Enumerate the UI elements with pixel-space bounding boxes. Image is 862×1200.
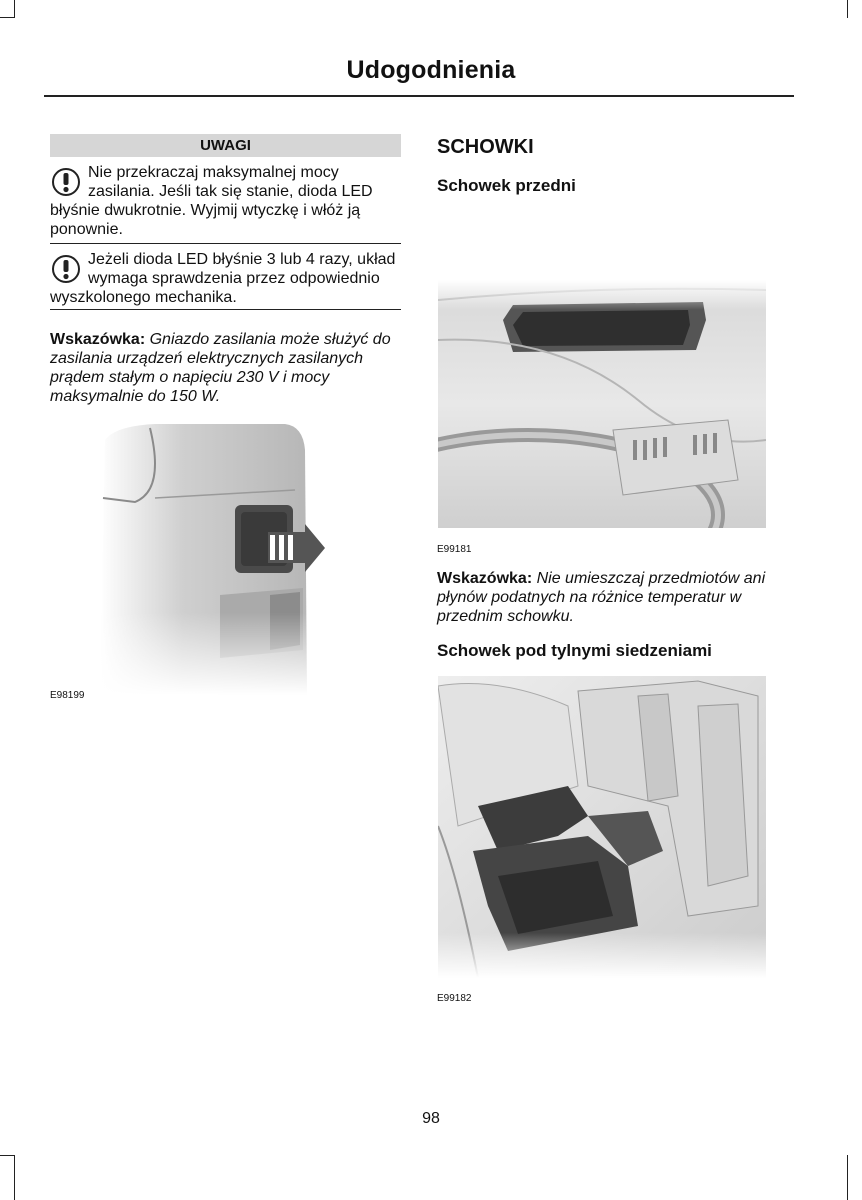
warning-divider	[50, 243, 401, 244]
tip-text: Nie umieszczaj przedmiotów ani płynów podatnych na różnice temperatur w przednim schowku.	[437, 570, 766, 625]
tip-label: Wskazówka:	[50, 331, 146, 348]
crop-mark-top-left-v	[14, 0, 15, 18]
exclamation-circle-icon	[50, 253, 82, 285]
left-column	[50, 134, 401, 406]
section-heading: SCHOWKI	[437, 136, 534, 158]
front-storage-illustration	[438, 280, 766, 528]
warning-text: Jeżeli dioda LED błyśnie 3 lub 4 razy, układ wymaga sprawdzenia przez odpowiednio wyszkolonego mechanika.	[50, 251, 396, 306]
figure-code: E99182	[437, 993, 472, 1004]
tip-label: Wskazówka:	[437, 570, 533, 587]
crop-mark-top-right-v	[847, 0, 848, 18]
subheading-front-storage: Schowek przedni	[437, 176, 576, 195]
exclamation-circle-icon	[50, 166, 82, 198]
page-number: 98	[422, 1110, 440, 1127]
crop-mark-top-left-h	[0, 17, 15, 18]
tip-paragraph	[437, 569, 797, 626]
title-divider	[44, 95, 794, 97]
subheading-rear-storage: Schowek pod tylnymi siedzeniami	[437, 641, 712, 660]
figure-code: E99181	[437, 544, 472, 555]
tip-text: Gniazdo zasilania może służyć do zasilania urządzeń elektrycznych zasilanych prądem stałym o napięciu 230 V i mocy maksymalnie do 150 W.	[50, 331, 391, 405]
power-socket-illustration	[95, 420, 325, 695]
warning-text: Nie przekraczaj maksymalnej mocy zasilania. Jeśli tak się stanie, dioda LED błyśnie dwukrotnie. Wyjmij wtyczkę i włóż ją ponownie.	[50, 164, 373, 238]
warning-item	[50, 250, 401, 307]
warning-item	[50, 163, 401, 239]
warnings-heading: UWAGI	[50, 134, 401, 157]
crop-mark-bottom-right-v	[847, 1155, 848, 1200]
figure-code: E98199	[50, 690, 85, 701]
crop-mark-bottom-left-v	[14, 1155, 15, 1200]
tip-paragraph	[50, 330, 401, 406]
page-title: Udogodnienia	[346, 56, 516, 84]
crop-mark-bottom-left-h	[0, 1155, 15, 1156]
rear-storage-illustration	[438, 676, 766, 978]
warning-divider	[50, 309, 401, 310]
